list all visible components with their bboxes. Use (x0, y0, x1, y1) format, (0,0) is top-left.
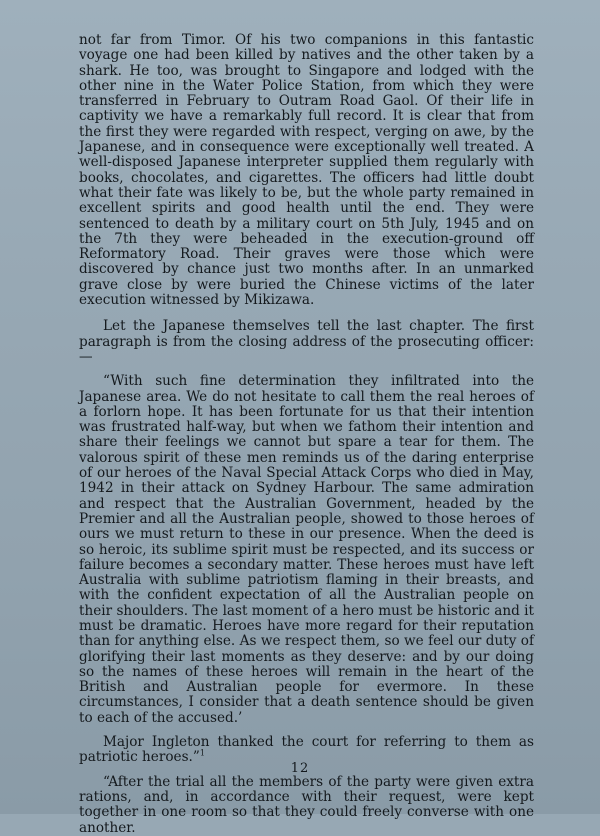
ingleton-text: Major Ingleton thanked the court for referring to them as patriotic heroes.” (79, 734, 534, 766)
body-text (79, 33, 534, 836)
paragraph-timor-captivity: not far from Timor. Of his two companions in this fantastic voyage one had been killed by natives and the other taken by a shark. He too, was brought to Singapore and lodged with the other nine in the Water Police Station, from which they were transferred in February to Outram Road Gaol. Of their life in captivity we have a remarkably full record. It is clear that from the first they were regarded with respect, verging on awe, by the Japanese, and in consequence were exceptionally well treated. A well-disposed Japanese interpreter supplied them regularly with books, chocolates, and cigarettes. The officers had little doubt what their fate was likely to be, but the whole party remained in excellent spirits and good health until the end. They were sentenced to death by a military court on 5th July, 1945 and on the 7th they were beheaded in the execution-ground off Reformatory Road. Their graves were those which were discovered by chance just two months after. In an unmarked grave close by were buried the Chinese victims of the later execution witnessed by Mikizawa. (79, 32, 534, 309)
paragraph-last-chapter-intro: Let the Japanese themselves tell the last chapter. The first paragraph is from the closing address of the prosecuting officer:— (79, 318, 534, 365)
paragraph-prosecutor-address: “With such fine determination they infiltrated into the Japanese area. We do not hesitate to call them the real heroes of a forlorn hope. It has been fortunate for us that their intention was frustrated half-way, but when we fathom their intention and share their feelings we cannot but spare a tear for them. The valorous spirit of these men reminds us of the daring enterprise of our heroes of the Naval Special Attack Corps who died in May, 1942 in their attack on Sydney Harbour. The same admiration and respect that the Australian Government, headed by the Premier and all the Australian people, showed to those heroes of ours we must return to these in our presence. When the deed is so heroic, its sublime spirit must be respected, and its success or failure becomes a secondary matter. These heroes must have left Australia with sublime patriotism flaming in their breasts, and with the confident expectation of all the Australian people on their shoulders. The last moment of a hero must be historic and it must be dramatic. Heroes have more regard for their reputation than for anything else. As we respect them, so we feel our duty of glorifying their last moments as they deserve: and by our doing so the names of these heroes will remain in the heart of the British and Australian people for evermore. In these circumstances, I consider that a death sentence should be given to each of the accused.’ (79, 373, 534, 726)
footnote-marker: 1 (199, 748, 205, 758)
page-number: 12 (290, 761, 310, 776)
paragraph-after-trial: “After the trial all the members of the party were given extra rations, and, in accordance with their request, were kept together in one room so that they could freely converse with one another. (79, 773, 534, 836)
